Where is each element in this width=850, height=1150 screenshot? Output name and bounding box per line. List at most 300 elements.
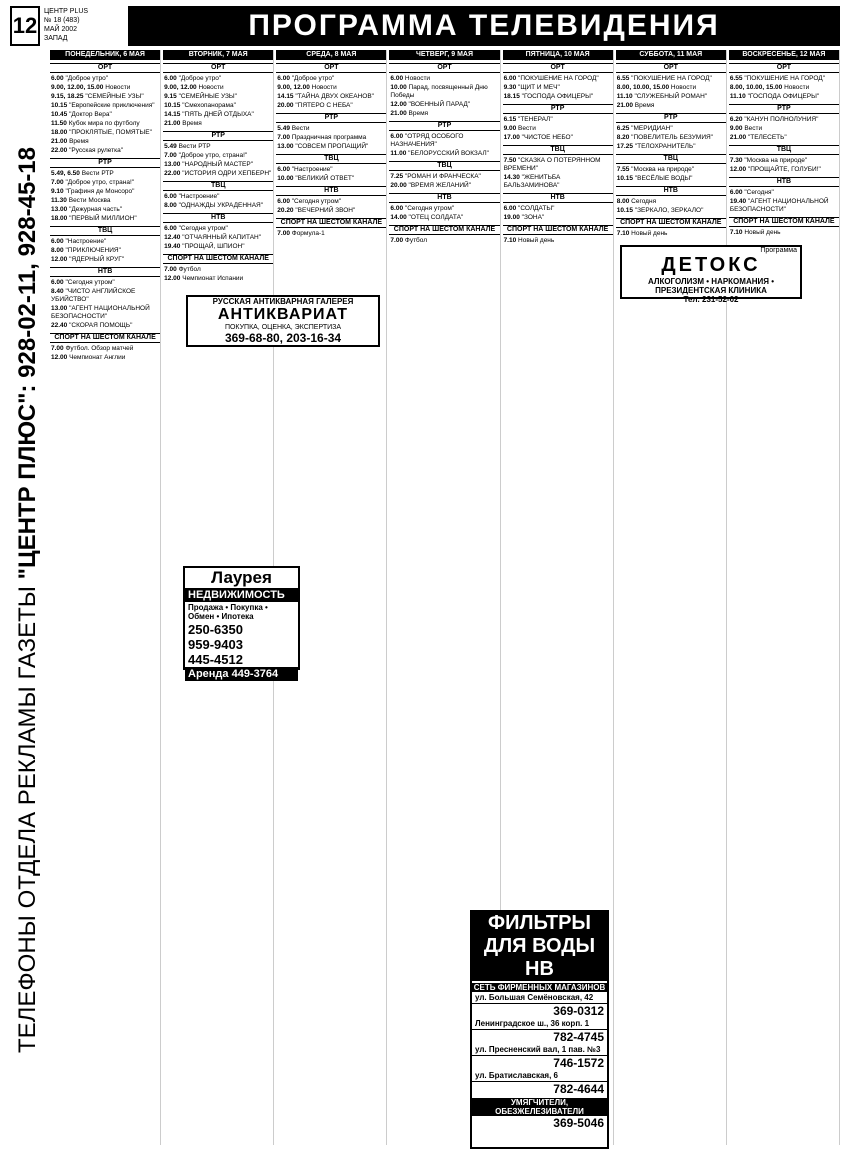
- program-time: 7.00: [164, 152, 177, 159]
- program-listing: [389, 173, 499, 181]
- program-title: Новости: [311, 84, 337, 91]
- program-time: 21.00: [729, 134, 747, 141]
- program-listing: [276, 230, 386, 238]
- program-title: "МЕРИДИАН": [631, 125, 673, 132]
- channel-heading: ОРТ: [389, 63, 499, 73]
- program-listing: [503, 174, 613, 190]
- channel-heading: СПОРТ НА ШЕСТОМ КАНАЛЕ: [50, 333, 160, 343]
- program-listing: [50, 354, 160, 362]
- program-listing: [50, 84, 160, 92]
- program-title: "Сегодня утром": [65, 279, 115, 286]
- program-title: "РОМАН И ФРАНЧЕСКА": [404, 173, 481, 180]
- channel-heading: НТВ: [276, 186, 386, 196]
- channel-heading: ОРТ: [503, 63, 613, 73]
- program-listing: [50, 345, 160, 353]
- program-listing: [729, 75, 839, 83]
- channel-heading: НТВ: [50, 267, 160, 277]
- program-listing: [729, 189, 839, 197]
- program-listing: [389, 150, 499, 158]
- program-time: 6.00: [51, 238, 64, 245]
- program-time: 5.49, 6.50: [51, 170, 80, 177]
- program-title: "ЖЕНИТЬБА БАЛЬЗАМИНОВА": [503, 174, 561, 189]
- program-listing: [163, 152, 273, 160]
- program-title: "ПРОКЛЯТЫЕ, ПОМЯТЫЕ": [69, 129, 152, 136]
- program-time: 9.30: [503, 84, 517, 91]
- program-title: "ЧИСТОЕ НЕБО": [521, 134, 573, 141]
- program-title: "ВОЕННЫЙ ПАРАД": [408, 101, 471, 108]
- detox-ad-phone: Тел. 231-52-02: [683, 295, 739, 304]
- program-time: 6.00: [277, 166, 290, 173]
- detox-ad-services: АЛКОГОЛИЗМ • НАРКОМАНИЯ • ПРЕЗИДЕНТСКАЯ КЛИНИКА: [647, 277, 775, 295]
- program-title: Праздничная программа: [291, 134, 367, 141]
- program-time: 11.50: [51, 120, 67, 127]
- program-title: Футбол: [178, 266, 201, 273]
- program-listing: [503, 205, 613, 213]
- channel-heading: НТВ: [616, 186, 726, 196]
- program-title: "Русская рулетка": [69, 147, 124, 154]
- program-time: 10.15: [616, 207, 633, 214]
- program-time: 6.00: [51, 75, 64, 82]
- program-title: Чемпионат Англии: [69, 354, 126, 361]
- program-listing: [616, 166, 726, 174]
- program-listing: [50, 256, 160, 264]
- program-listing: [729, 134, 839, 142]
- channel-heading: ТВЦ: [729, 145, 839, 155]
- program-listing: [276, 84, 386, 92]
- program-listing: [729, 93, 839, 101]
- program-time: 18.00: [51, 129, 68, 136]
- program-listing: [389, 237, 499, 245]
- program-listing: [389, 84, 499, 100]
- program-title: "СКАЗКА О ПОТЕРЯННОМ ВРЕМЕНИ": [503, 157, 601, 172]
- program-title: Футбол: [404, 237, 428, 244]
- program-title: "Доброе утро": [178, 75, 222, 82]
- program-listing: [389, 75, 499, 83]
- channel-heading: ОРТ: [729, 63, 839, 73]
- program-listing: [276, 75, 386, 83]
- program-title: Вести Москва: [68, 197, 111, 204]
- program-title: "ПОКУШЕНИЕ НА ГОРОД": [518, 75, 599, 82]
- realty-ad-subtitle: НЕДВИЖИМОСТЬ: [185, 588, 298, 602]
- program-title: "ЗОНА": [521, 214, 545, 221]
- program-listing: [389, 214, 499, 222]
- channel-heading: РТР: [163, 131, 273, 141]
- program-time: 20.00: [277, 102, 294, 109]
- program-time: 22.00: [51, 147, 68, 154]
- program-time: 12.00: [51, 256, 68, 263]
- program-title: "Доктор Вера": [69, 111, 112, 118]
- water-filters-title-text: ФИЛЬТРЫ ДЛЯ ВОДЫ: [483, 912, 596, 957]
- program-time: 11.30: [51, 197, 67, 204]
- realty-ad-phone1: 250-6350: [188, 622, 243, 637]
- program-title: Формула-1: [291, 230, 325, 237]
- program-title: "ОТЧАЯННЫЙ КАПИТАН": [182, 234, 262, 241]
- program-time: 9.15, 18.25: [51, 93, 84, 100]
- program-listing: [163, 170, 273, 178]
- program-listing: [503, 214, 613, 222]
- program-title: Новости: [198, 84, 224, 91]
- program-time: 12.00: [390, 101, 407, 108]
- program-time: 6.00: [503, 205, 517, 212]
- program-time: 8.00: [616, 198, 630, 205]
- program-listing: [50, 305, 160, 321]
- program-time: 10.15: [51, 102, 68, 109]
- program-listing: [276, 143, 386, 151]
- program-time: 7.25: [390, 173, 404, 180]
- channel-heading: РТР: [503, 104, 613, 114]
- water-filters-title: [472, 912, 607, 981]
- program-listing: [276, 207, 386, 215]
- program-listing: [616, 230, 726, 238]
- program-listing: [616, 84, 726, 92]
- program-listing: [616, 75, 726, 83]
- program-time: 7.50: [503, 157, 517, 164]
- detox-ad-name: ДЕТОКС: [661, 254, 761, 276]
- program-title: Кубок мира по футболу: [68, 120, 140, 127]
- program-time: 7.30: [729, 157, 743, 164]
- program-title: "Сегодня утром": [404, 205, 455, 212]
- program-title: "ТАЙНА ДВУХ ОКЕАНОВ": [295, 93, 374, 100]
- program-title: "ПЯТЕРО С НЕБА": [295, 102, 353, 109]
- program-title: Время: [182, 120, 202, 127]
- program-time: 7.00: [277, 134, 290, 141]
- program-time: 12.40: [164, 234, 181, 241]
- antiques-ad-gallery: РУССКАЯ АНТИКВАРНАЯ ГАЛЕРЕЯ: [212, 297, 354, 306]
- program-time: 14.00: [390, 214, 407, 221]
- program-time: 8.00: [51, 247, 64, 254]
- program-listing: [163, 93, 273, 101]
- program-time: 14.15: [277, 93, 294, 100]
- program-time: 9.00: [729, 125, 743, 132]
- program-time: 7.10: [503, 237, 517, 244]
- program-title: "ТЕЛОХРАНИТЕЛЬ": [634, 143, 696, 150]
- day-heading: ЧЕТВЕРГ, 9 МАЯ: [389, 50, 499, 60]
- program-time: 9.00, 12.00: [164, 84, 197, 91]
- program-title: "ЧИСТО АНГЛИЙСКОЕ УБИЙСТВО": [51, 288, 136, 303]
- program-listing: [276, 198, 386, 206]
- program-listing: [503, 75, 613, 83]
- program-time: 19.40: [164, 243, 181, 250]
- program-time: 10.00: [277, 175, 294, 182]
- program-listing: [50, 322, 160, 330]
- day-heading: ПЯТНИЦА, 10 МАЯ: [503, 50, 613, 60]
- program-title: "ГОСПОДА ОФИЦЕРЫ": [747, 93, 820, 100]
- program-time: 7.00: [164, 266, 177, 273]
- program-listing: [389, 110, 499, 118]
- program-time: 21.00: [164, 120, 181, 127]
- program-listing: [389, 133, 499, 149]
- program-title: Новый день: [518, 237, 555, 244]
- program-listing: [163, 266, 273, 274]
- program-listing: [729, 166, 839, 174]
- program-title: "Москва на природе": [631, 166, 695, 173]
- program-title: Парад, посвященный Дню Победы: [390, 84, 488, 99]
- program-title: "Сегодня": [744, 189, 774, 196]
- program-title: "ПЯТЬ ДНЕЙ ОТДЫХА": [182, 111, 254, 118]
- program-time: 22.00: [164, 170, 181, 177]
- program-listing: [50, 288, 160, 304]
- program-time: 7.00: [51, 345, 64, 352]
- program-time: 18.00: [51, 215, 68, 222]
- detox-ad: [620, 245, 802, 304]
- program-listing: [276, 102, 386, 110]
- program-time: 9.00: [503, 125, 517, 132]
- program-listing: [50, 75, 160, 83]
- program-listing: [729, 157, 839, 165]
- program-time: 8.40: [51, 288, 64, 295]
- program-title: "Графиня де Монсоро": [65, 188, 135, 195]
- program-listing: [729, 116, 839, 124]
- realty-ad-phone3: 445-4512: [188, 652, 243, 667]
- program-time: 14.30: [503, 174, 520, 181]
- program-time: 6.00: [390, 133, 404, 140]
- program-listing: [163, 143, 273, 151]
- program-time: 6.00: [277, 75, 290, 82]
- water-filters-phone-3: 746-1572: [553, 1056, 604, 1070]
- program-title: "ЩИТ И МЕЧ": [518, 84, 560, 91]
- program-time: 11.10: [729, 93, 746, 100]
- program-title: "ВЕСЁЛЫЕ ВОДЫ": [634, 175, 693, 182]
- program-title: "ПОВЕЛИТЕЛЬ БЕЗУМИЯ": [631, 134, 713, 141]
- channel-heading: РТР: [389, 121, 499, 131]
- program-time: 9.10: [51, 188, 64, 195]
- water-filters-address-3: ул. Пресненский вал, 1 пав. №3: [472, 1044, 607, 1056]
- channel-heading: ТВЦ: [616, 154, 726, 164]
- program-listing: [163, 225, 273, 233]
- program-title: "Доброе утро": [291, 75, 335, 82]
- program-title: "СОЛДАТЫ": [518, 205, 555, 212]
- channel-heading: СПОРТ НА ШЕСТОМ КАНАЛЕ: [503, 225, 613, 235]
- program-title: "ГОСПОДА ОФИЦЕРЫ": [521, 93, 594, 100]
- program-title: "ОТЕЦ СОЛДАТА": [408, 214, 464, 221]
- program-title: Сегодня: [631, 198, 657, 205]
- program-title: Новый день: [631, 230, 668, 237]
- program-time: 13.00: [164, 161, 181, 168]
- program-title: "Смехопанорама": [182, 102, 236, 109]
- program-listing: [616, 207, 726, 215]
- program-listing: [729, 84, 839, 92]
- program-listing: [50, 102, 160, 110]
- program-time: 6.25: [616, 125, 630, 132]
- program-title: "ТЕНЕРАЛ": [518, 116, 553, 123]
- program-title: "Сегодня утром": [178, 225, 228, 232]
- program-title: Вести: [518, 125, 536, 132]
- channel-heading: СПОРТ НА ШЕСТОМ КАНАЛЕ: [616, 218, 726, 228]
- channel-heading: РТР: [50, 158, 160, 168]
- water-filters-ad: [470, 910, 609, 1149]
- program-listing: [616, 143, 726, 151]
- day-column: [616, 50, 727, 1145]
- program-time: 9.15: [164, 93, 177, 100]
- antiques-ad-services: ПОКУПКА, ОЦЕНКА, ЭКСПЕРТИЗА: [224, 324, 342, 331]
- program-time: 8.20: [616, 134, 630, 141]
- program-listing: [616, 134, 726, 142]
- program-time: 11.10: [616, 93, 633, 100]
- water-filters-brand: НВ: [525, 958, 554, 980]
- program-time: 10.15: [164, 102, 181, 109]
- program-listing: [163, 84, 273, 92]
- day-column: [50, 50, 161, 1145]
- program-title: "ПЕРВЫЙ МИЛЛИОН": [69, 215, 137, 222]
- water-filters-extra: УМЯГЧИТЕЛИ, ОБЕЗЖЕЛЕЗИВАТЕЛИ: [472, 1098, 607, 1116]
- program-title: Вести: [744, 125, 763, 132]
- program-title: Время: [408, 110, 429, 117]
- publication-info: [40, 6, 128, 46]
- program-time: 13.00: [51, 206, 68, 213]
- program-listing: [163, 193, 273, 201]
- program-listing: [50, 188, 160, 196]
- program-listing: [503, 84, 613, 92]
- water-filters-subtitle: СЕТЬ ФИРМЕННЫХ МАГАЗИНОВ: [473, 983, 606, 992]
- program-listing: [50, 197, 160, 205]
- program-time: 7.00: [51, 179, 64, 186]
- program-listing: [50, 120, 160, 128]
- channel-heading: НТВ: [163, 213, 273, 223]
- channel-heading: ОРТ: [276, 63, 386, 73]
- program-listing: [50, 111, 160, 119]
- program-time: 6.15: [503, 116, 517, 123]
- program-title: Футбол. Обзор матчей: [65, 345, 134, 352]
- program-title: "ПОКУШЕНИЕ НА ГОРОД": [631, 75, 712, 82]
- antiques-ad-phones: 369-68-80, 203-16-34: [224, 331, 342, 345]
- page-number: 12: [10, 6, 40, 46]
- program-title: "Настроение": [291, 166, 333, 173]
- program-listing: [616, 102, 726, 110]
- program-time: 6.00: [390, 205, 404, 212]
- ad-phone-sidebar: [8, 60, 48, 1140]
- program-listing: [50, 247, 160, 255]
- program-listing: [503, 125, 613, 133]
- realty-ad-services: Продажа • Покупка • Обмен • Ипотека: [188, 603, 268, 621]
- detox-ad-label: Программа: [760, 247, 797, 254]
- day-heading: ВОСКРЕСЕНЬЕ, 12 МАЯ: [729, 50, 839, 60]
- program-title: Новости: [784, 84, 810, 91]
- program-time: 13.00: [277, 143, 294, 150]
- program-time: 6.00: [729, 189, 743, 196]
- channel-heading: ТВЦ: [276, 154, 386, 164]
- program-listing: [389, 101, 499, 109]
- program-title: "Европейские приключения": [69, 102, 155, 109]
- channel-heading: НТВ: [729, 177, 839, 187]
- water-filters-phone-2: 782-4745: [553, 1030, 604, 1044]
- channel-heading: СПОРТ НА ШЕСТОМ КАНАЛЕ: [389, 225, 499, 235]
- program-title: Вести: [291, 125, 310, 132]
- program-time: 6.00: [503, 75, 517, 82]
- water-filters-address-4: ул. Братиславская, 6: [472, 1070, 607, 1082]
- program-time: 6.55: [616, 75, 630, 82]
- issue-month: МАЙ 2002: [44, 26, 78, 33]
- program-listing: [729, 198, 839, 214]
- channel-heading: ОРТ: [50, 63, 160, 73]
- program-listing: [503, 116, 613, 124]
- program-title: Новый день: [744, 229, 781, 236]
- program-title: "ОДНАЖДЫ УКРАДЕННАЯ": [178, 202, 264, 209]
- program-title: "ПОКУШЕНИЕ НА ГОРОД": [744, 75, 825, 82]
- program-title: "АГЕНТ НАЦИОНАЛЬНОЙ БЕЗОПАСНОСТИ": [51, 305, 150, 320]
- program-time: 6.00: [164, 193, 177, 200]
- program-title: "СЛУЖЕБНЫЙ РОМАН": [634, 93, 708, 100]
- program-title: "ЯДЕРНЫЙ КРУГ": [69, 256, 125, 263]
- realty-ad: [183, 566, 300, 680]
- program-listing: [163, 234, 273, 242]
- water-filters-phone-4: 782-4644: [553, 1082, 604, 1096]
- program-title: "Настроение": [65, 238, 107, 245]
- program-listing: [50, 138, 160, 146]
- realty-ad-phone2: 959-9403: [188, 637, 243, 652]
- program-time: 7.55: [616, 166, 630, 173]
- channel-heading: НТВ: [503, 193, 613, 203]
- channel-heading: РТР: [729, 104, 839, 114]
- program-title: "БЕЛОРУССКИЙ ВОКЗАЛ": [408, 150, 489, 157]
- program-title: "Дежурная часть": [69, 206, 123, 213]
- channel-heading: ТВЦ: [389, 161, 499, 171]
- program-time: 12.00: [164, 275, 181, 282]
- channel-heading: ОРТ: [163, 63, 273, 73]
- program-time: 18.15: [503, 93, 520, 100]
- program-time: 6.00: [51, 279, 64, 286]
- program-listing: [276, 175, 386, 183]
- program-time: 9.00, 12.00, 15.00: [51, 84, 104, 91]
- program-time: 6.00: [164, 225, 177, 232]
- program-title: "СЕМЕЙНЫЕ УЗЫ": [85, 93, 144, 100]
- program-time: 9.00, 12.00: [277, 84, 310, 91]
- program-listing: [163, 120, 273, 128]
- program-listing: [276, 125, 386, 133]
- program-time: 21.00: [616, 102, 633, 109]
- program-time: 19.40: [729, 198, 747, 205]
- program-time: 7.00: [277, 230, 290, 237]
- channel-heading: НТВ: [389, 193, 499, 203]
- tv-schedule: [50, 50, 840, 1145]
- program-title: "ПРОЩАЙТЕ, ГОЛУБИ!": [747, 166, 821, 173]
- water-filters-phone-5: 369-5046: [553, 1116, 604, 1130]
- water-filters-address-2: Ленинградское ш., 36 корп. 1: [472, 1018, 607, 1030]
- program-time: 21.00: [390, 110, 407, 117]
- page-header: [10, 6, 840, 46]
- program-title: "КАНУН ПОЛНОЛУНИЯ": [744, 116, 819, 123]
- program-title: "ПРИКЛЮЧЕНИЯ": [65, 247, 121, 254]
- program-time: 7.10: [729, 229, 743, 236]
- program-title: "СОВСЕМ ПРОПАЩИЙ": [295, 143, 369, 150]
- program-time: 6.20: [729, 116, 743, 123]
- program-listing: [50, 215, 160, 223]
- antiques-ad-name: АНТИКВАРИАТ: [217, 306, 349, 323]
- program-time: 6.55: [729, 75, 743, 82]
- program-title: "ИСТОРИЯ ОДРИ ХЕПБЕРН": [182, 170, 272, 177]
- publication-name: ЦЕНТР PLUS: [44, 8, 89, 15]
- program-listing: [503, 157, 613, 173]
- program-listing: [616, 125, 726, 133]
- program-time: 19.00: [503, 214, 520, 221]
- channel-heading: СПОРТ НА ШЕСТОМ КАНАЛЕ: [276, 218, 386, 228]
- program-title: Время: [69, 138, 89, 145]
- program-time: 12.00: [729, 166, 747, 173]
- program-title: "Сегодня утром": [291, 198, 342, 205]
- program-listing: [276, 134, 386, 142]
- program-listing: [616, 175, 726, 183]
- program-title: Чемпионат Испании: [182, 275, 244, 282]
- channel-heading: РТР: [616, 113, 726, 123]
- program-title: "Доброе утро, страна!": [65, 179, 135, 186]
- program-title: Новости: [105, 84, 131, 91]
- sidebar-text: [14, 147, 42, 1053]
- program-listing: [616, 198, 726, 206]
- program-title: "ВРЕМЯ ЖЕЛАНИЙ": [408, 182, 472, 189]
- channel-heading: СПОРТ НА ШЕСТОМ КАНАЛЕ: [163, 254, 273, 264]
- channel-heading: ТВЦ: [50, 226, 160, 236]
- program-time: 13.00: [51, 305, 68, 312]
- program-title: "ТЕЛЕСЕТЬ": [747, 134, 787, 141]
